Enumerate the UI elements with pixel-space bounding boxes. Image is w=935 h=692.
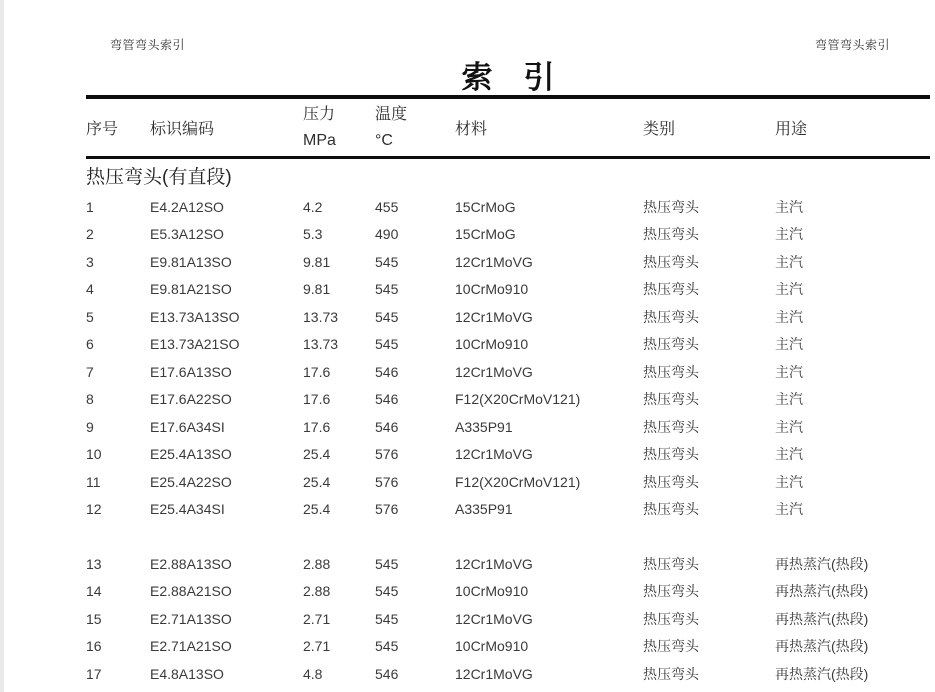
column-header-category: 类别: [643, 121, 676, 138]
table-header-row: [86, 99, 930, 156]
cell-usage: 主汽: [775, 391, 803, 408]
cell-category: 热压弯头: [643, 391, 699, 408]
cell-category: 热压弯头: [643, 418, 699, 435]
table-row: [86, 193, 930, 221]
cell-pressure: 2.71: [303, 610, 331, 627]
cell-material: 10CrMo910: [455, 638, 529, 655]
cell-code: E13.73A13SO: [150, 308, 240, 325]
cell-code: E9.81A13SO: [150, 253, 232, 270]
cell-material: 12Cr1MoVG: [455, 665, 533, 682]
cell-pressure: 2.71: [303, 638, 331, 655]
table-row: [86, 578, 930, 606]
cell-code: E17.6A22SO: [150, 391, 232, 408]
cell-usage: 再热蒸汽(热段): [775, 610, 869, 627]
table-row: [86, 331, 930, 359]
cell-usage: 再热蒸汽(热段): [775, 638, 869, 655]
cell-pressure: 25.4: [303, 446, 331, 463]
cell-temperature: 490: [375, 226, 399, 243]
cell-seq: 7: [86, 363, 94, 380]
cell-seq: 2: [86, 226, 94, 243]
running-header-right: 弯管弯头索引: [815, 38, 891, 52]
cell-category: 热压弯头: [643, 336, 699, 353]
cell-seq: 1: [86, 198, 94, 215]
column-header-pressure-label: 压力: [303, 105, 336, 123]
column-header-temperature-unit: °C: [375, 131, 393, 149]
table-header-rule: [86, 156, 930, 159]
cell-category: 热压弯头: [643, 638, 699, 655]
cell-seq: 4: [86, 281, 94, 298]
cell-material: 10CrMo910: [455, 281, 529, 298]
cell-temperature: 455: [375, 198, 399, 215]
cell-seq: 14: [86, 583, 102, 600]
cell-pressure: 5.3: [303, 226, 323, 243]
cell-temperature: 545: [375, 253, 399, 270]
table-row: [86, 276, 930, 304]
cell-temperature: 545: [375, 308, 399, 325]
cell-material: F12(X20CrMoV121): [455, 391, 581, 408]
cell-temperature: 546: [375, 363, 399, 380]
cell-code: E4.8A13SO: [150, 665, 224, 682]
cell-usage: 主汽: [775, 253, 803, 270]
cell-code: E25.4A34SI: [150, 501, 225, 518]
cell-code: E17.6A13SO: [150, 363, 232, 380]
cell-material: 12Cr1MoVG: [455, 308, 533, 325]
cell-seq: 15: [86, 610, 102, 627]
cell-pressure: 25.4: [303, 501, 331, 518]
cell-pressure: 4.2: [303, 198, 323, 215]
cell-pressure: 9.81: [303, 253, 331, 270]
table-row: [86, 303, 930, 331]
cell-seq: 12: [86, 501, 102, 518]
cell-temperature: 545: [375, 638, 399, 655]
cell-usage: 主汽: [775, 281, 803, 298]
cell-code: E2.71A13SO: [150, 610, 232, 627]
cell-seq: 3: [86, 253, 94, 270]
cell-temperature: 576: [375, 446, 399, 463]
cell-code: E25.4A22SO: [150, 473, 232, 490]
table-row: [86, 441, 930, 469]
table-row: [86, 413, 930, 441]
cell-temperature: 545: [375, 281, 399, 298]
cell-seq: 16: [86, 638, 102, 655]
cell-seq: 9: [86, 418, 94, 435]
cell-seq: 8: [86, 391, 94, 408]
cell-usage: 主汽: [775, 418, 803, 435]
cell-material: F12(X20CrMoV121): [455, 473, 581, 490]
cell-material: 12Cr1MoVG: [455, 610, 533, 627]
cell-temperature: 545: [375, 610, 399, 627]
cell-usage: 主汽: [775, 501, 803, 518]
cell-material: 10CrMo910: [455, 583, 529, 600]
column-header-code: 标识编码: [150, 121, 215, 138]
column-header-seq: 序号: [86, 121, 119, 138]
cell-seq: 10: [86, 446, 102, 463]
column-header-temperature-label: 温度: [375, 105, 408, 123]
page-title: 索 引: [461, 60, 555, 95]
cell-seq: 6: [86, 336, 94, 353]
cell-material: 10CrMo910: [455, 336, 529, 353]
cell-temperature: 546: [375, 418, 399, 435]
cell-temperature: 545: [375, 583, 399, 600]
cell-category: 热压弯头: [643, 253, 699, 270]
cell-seq: 13: [86, 555, 102, 572]
cell-category: 热压弯头: [643, 501, 699, 518]
cell-category: 热压弯头: [643, 583, 699, 600]
cell-code: E5.3A12SO: [150, 226, 224, 243]
cell-material: 12Cr1MoVG: [455, 253, 533, 270]
table-row: [86, 633, 930, 661]
cell-code: E2.71A21SO: [150, 638, 232, 655]
cell-material: 15CrMoG: [455, 226, 516, 243]
cell-category: 热压弯头: [643, 281, 699, 298]
cell-usage: 主汽: [775, 363, 803, 380]
cell-pressure: 17.6: [303, 418, 331, 435]
column-header-pressure: [303, 102, 375, 154]
table-row-gap: [86, 523, 930, 550]
cell-category: 热压弯头: [643, 446, 699, 463]
cell-pressure: 9.81: [303, 281, 331, 298]
cell-code: E9.81A21SO: [150, 281, 232, 298]
cell-pressure: 4.8: [303, 665, 323, 682]
cell-category: 热压弯头: [643, 308, 699, 325]
page-left-edge: [0, 0, 4, 692]
table-row: [86, 468, 930, 496]
cell-code: E13.73A21SO: [150, 336, 240, 353]
column-header-usage: 用途: [775, 121, 808, 138]
cell-category: 热压弯头: [643, 198, 699, 215]
cell-seq: 5: [86, 308, 94, 325]
cell-usage: 再热蒸汽(热段): [775, 583, 869, 600]
cell-usage: 主汽: [775, 226, 803, 243]
cell-usage: 主汽: [775, 308, 803, 325]
section-title: 热压弯头(有直段): [86, 167, 232, 188]
cell-seq: 11: [86, 473, 101, 490]
table-body: [86, 193, 930, 688]
cell-code: E2.88A21SO: [150, 583, 232, 600]
column-header-pressure-unit: MPa: [303, 131, 336, 149]
cell-code: E2.88A13SO: [150, 555, 232, 572]
cell-temperature: 546: [375, 391, 399, 408]
cell-usage: 主汽: [775, 336, 803, 353]
table-row: [86, 358, 930, 386]
cell-material: A335P91: [455, 418, 513, 435]
table-row: [86, 605, 930, 633]
cell-material: 12Cr1MoVG: [455, 555, 533, 572]
cell-code: E17.6A34SI: [150, 418, 225, 435]
cell-material: A335P91: [455, 501, 513, 518]
cell-usage: 主汽: [775, 446, 803, 463]
cell-pressure: 25.4: [303, 473, 331, 490]
cell-pressure: 2.88: [303, 555, 331, 572]
table-row: [86, 386, 930, 414]
cell-category: 热压弯头: [643, 363, 699, 380]
table-row: [86, 550, 930, 578]
cell-pressure: 13.73: [303, 336, 339, 353]
cell-code: E25.4A13SO: [150, 446, 232, 463]
cell-pressure: 17.6: [303, 391, 331, 408]
cell-category: 热压弯头: [643, 665, 699, 682]
cell-usage: 主汽: [775, 473, 803, 490]
table-row: [86, 248, 930, 276]
cell-category: 热压弯头: [643, 226, 699, 243]
column-header-material: 材料: [455, 121, 488, 138]
running-header-left: 弯管弯头索引: [110, 38, 186, 52]
cell-temperature: 576: [375, 473, 399, 490]
cell-category: 热压弯头: [643, 610, 699, 627]
cell-usage: 再热蒸汽(热段): [775, 665, 869, 682]
cell-temperature: 576: [375, 501, 399, 518]
column-header-temperature: [375, 102, 455, 154]
table-row: [86, 496, 930, 524]
cell-usage: 再热蒸汽(热段): [775, 555, 869, 572]
cell-pressure: 17.6: [303, 363, 331, 380]
cell-seq: 17: [86, 665, 102, 682]
cell-usage: 主汽: [775, 198, 803, 215]
table-row: [86, 221, 930, 249]
cell-material: 12Cr1MoVG: [455, 446, 533, 463]
cell-pressure: 2.88: [303, 583, 331, 600]
cell-material: 12Cr1MoVG: [455, 363, 533, 380]
cell-category: 热压弯头: [643, 555, 699, 572]
cell-category: 热压弯头: [643, 473, 699, 490]
cell-temperature: 545: [375, 336, 399, 353]
table-row: [86, 660, 930, 688]
cell-temperature: 546: [375, 665, 399, 682]
cell-temperature: 545: [375, 555, 399, 572]
cell-code: E4.2A12SO: [150, 198, 224, 215]
cell-pressure: 13.73: [303, 308, 339, 325]
cell-material: 15CrMoG: [455, 198, 516, 215]
